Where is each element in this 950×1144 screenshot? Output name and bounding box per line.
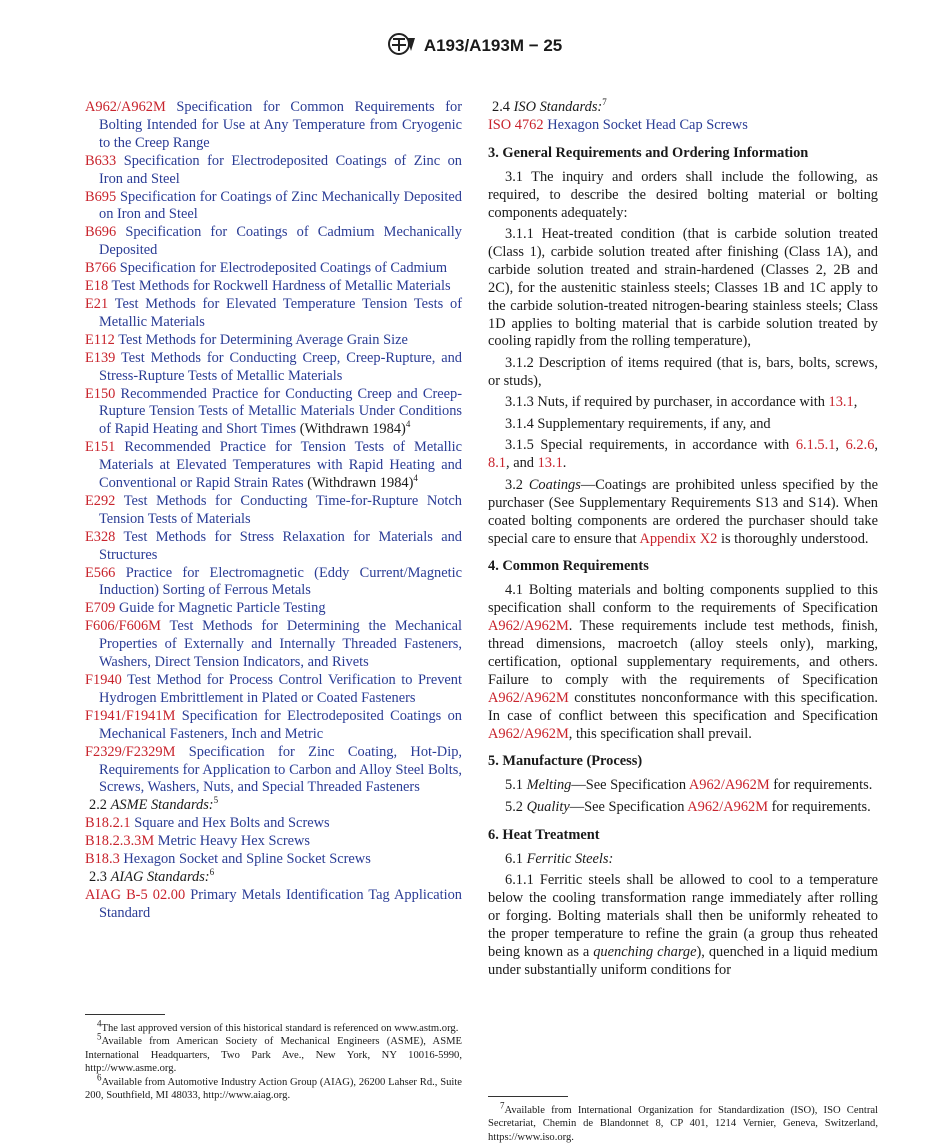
- text-run: 3.1 The inquiry and orders shall include the following, as required, to describe the desired bolting material or bolting components adequately:: [488, 168, 878, 221]
- paragraph: [488, 799, 878, 817]
- footnote-text: Available from Automotive Industry Action Group (AIAG), 26200 Lahser Rd., Suite 200, Southfield, MI 48033, http://www.aiag.org.: [85, 1076, 462, 1102]
- cross-reference-link[interactable]: 6.1.5.1: [795, 437, 836, 454]
- reference-item: [85, 260, 462, 278]
- text-run: —Coatings are prohibited unless specified by the purchaser (See Supplementary Requirements S13 and S14). When coated bolting components are ordered the purchaser should take special care to ensure that: [488, 476, 878, 547]
- reference-code-link[interactable]: F2329/F2329M: [85, 743, 176, 760]
- footnote-marker[interactable]: 5: [213, 795, 219, 806]
- reference-item: [85, 565, 462, 601]
- reference-item: [85, 529, 462, 565]
- section-number: 2.2: [89, 797, 107, 814]
- reference-code-link[interactable]: E150: [85, 385, 116, 402]
- reference-item: [85, 386, 462, 440]
- footnote: [85, 1072, 462, 1103]
- reference-code-link[interactable]: B696: [85, 224, 117, 241]
- reference-code-link[interactable]: AIAG B-5 02.00: [85, 886, 186, 903]
- text-run: 3.1.2 Description of items required (that is, bars, bolts, screws, or studs),: [488, 354, 878, 389]
- section-number: 2.4: [492, 99, 510, 115]
- reference-code-link[interactable]: B18.2.3.3M: [85, 833, 155, 850]
- reference-title-link[interactable]: Specification for Electrodeposited Coatings of Cadmium: [119, 260, 448, 277]
- footnote-number: 5: [97, 1031, 102, 1042]
- text-run: 6.1: [505, 850, 527, 867]
- section-label: ASME Standards:: [110, 797, 214, 814]
- withdrawn-note: (Withdrawn 1984): [307, 475, 414, 492]
- reference-title-link[interactable]: Specification for Zinc Coating, Hot-Dip, Requirements for Application to Carbon and Alloy Steel Bolts, Screws, Washers, Nuts, and Special Threaded Fasteners: [99, 743, 462, 796]
- paragraph: [488, 582, 878, 743]
- reference-title-link[interactable]: Metric Heavy Hex Screws: [157, 833, 311, 850]
- reference-title-link[interactable]: Test Methods for Determining Average Grain Size: [118, 331, 408, 348]
- footnote-number: 6: [97, 1072, 102, 1083]
- text-run: 4.1 Bolting materials and bolting components supplied to this specification shall conform to the requirements of Specification: [488, 582, 878, 617]
- reference-code-link[interactable]: E21: [85, 295, 109, 312]
- text-run: for requirements.: [769, 777, 873, 794]
- cross-reference-link[interactable]: A962/A962M: [488, 689, 569, 706]
- reference-title-link[interactable]: Specification for Electrodeposited Coatings on Mechanical Fasteners, Inch and Metric: [99, 707, 462, 742]
- section-heading: 5. Manufacture (Process): [488, 753, 643, 770]
- paragraph: [488, 394, 878, 412]
- reference-item: [85, 493, 462, 529]
- reference-title-link[interactable]: Test Methods for Elevated Temperature Tension Tests of Metallic Materials: [99, 295, 462, 330]
- section-number: 2.3: [89, 868, 107, 885]
- reference-item: [85, 332, 462, 350]
- cross-reference-link[interactable]: 13.1: [537, 455, 563, 472]
- text-run: 3.1.5 Special requirements, in accordance with: [505, 437, 796, 454]
- document-designation: A193/A193M − 25: [423, 36, 563, 55]
- paragraph: [488, 226, 878, 351]
- paragraph: [488, 851, 878, 869]
- subsection-heading: [488, 99, 878, 117]
- reference-code-link[interactable]: F1940: [85, 672, 122, 688]
- reference-item: [85, 99, 462, 153]
- reference-title-link[interactable]: Guide for Magnetic Particle Testing: [119, 600, 326, 617]
- reference-item: [85, 708, 462, 744]
- cross-reference-link[interactable]: A962/A962M: [688, 777, 770, 794]
- text-run: ,: [835, 437, 846, 454]
- reference-code-link[interactable]: E18: [85, 278, 109, 295]
- section-heading: 6. Heat Treatment: [488, 826, 600, 843]
- italic-text: Melting: [526, 777, 572, 794]
- reference-item: [85, 189, 462, 225]
- reference-code-link[interactable]: E112: [85, 331, 115, 348]
- cross-reference-link[interactable]: A962/A962M: [687, 798, 769, 815]
- reference-title-link[interactable]: Test Methods for Rockwell Hardness of Metallic Materials: [111, 278, 451, 295]
- reference-code-link[interactable]: ISO 4762: [488, 116, 544, 133]
- italic-text: Quality: [526, 798, 570, 815]
- paragraph: [488, 777, 878, 795]
- reference-title-link[interactable]: Hexagon Socket and Spline Socket Screws: [123, 851, 371, 868]
- text-run: 3.1.1 Heat-treated condition (that is carbide solution treated (Class 1), carbide solution treated after finishing (Class 1A), and carbide solution treated and strain-hardened (Classes 2, 2B and 2C), for the austenitic stainless steels; Classes 1B and 1C apply to the carbide solution-treated nitrogen-bearing stainless steels; Class 1D applies to bolting material that is carbide solution treated by cooling rapidly from the rolling temperature),: [488, 226, 878, 350]
- cross-reference-link[interactable]: 8.1: [488, 455, 506, 472]
- text-run: ,: [874, 437, 878, 454]
- footnote-divider: [488, 1096, 568, 1097]
- reference-code-link[interactable]: A962/A962M: [85, 99, 166, 115]
- cross-reference-link[interactable]: 13.1: [828, 394, 854, 411]
- text-run: —See Specification: [571, 777, 689, 794]
- footnote-text: Available from American Society of Mechanical Engineers (ASME), ASME International Headquarters, Two Park Ave., New York, NY 10016-5990, http://www.asme.org.: [85, 1036, 462, 1075]
- reference-title-link[interactable]: Specification for Coatings of Zinc Mechanically Deposited on Iron and Steel: [99, 188, 462, 223]
- text-run: 3.1.3 Nuts, if required by purchaser, in accordance with: [505, 394, 829, 411]
- text-run: constitutes nonconformance with this specification. In case of conflict between this specification and Specification: [488, 689, 878, 724]
- reference-title-link[interactable]: Test Methods for Determining the Mechanical Properties of Externally and Internally Threaded Fasteners, Washers, Direct Tension Indicators, and Rivets: [99, 618, 462, 671]
- reference-item: [85, 672, 462, 708]
- reference-code-link[interactable]: E139: [85, 349, 116, 366]
- text-run: ,: [853, 394, 858, 411]
- paragraph: [488, 169, 878, 223]
- reference-code-link[interactable]: F606/F606M: [85, 618, 161, 635]
- reference-code-link[interactable]: E328: [85, 528, 116, 545]
- paragraph: [488, 416, 878, 434]
- section-label: AIAG Standards:: [110, 868, 210, 885]
- reference-item: [85, 439, 462, 493]
- astm-logo-icon: [388, 33, 416, 55]
- italic-text: quenching charge: [593, 943, 697, 960]
- text-run: .: [562, 455, 567, 472]
- footnote-text: Available from International Organization for Standardization (ISO), ISO Central Secretariat, Chemin de Blandonnet 8, CP 401, 1214 Vernier, Geneva, Switzerland, https://www.iso.org.: [488, 1105, 878, 1143]
- cross-reference-link[interactable]: 6.2.6: [845, 437, 875, 454]
- page-header: [0, 33, 950, 56]
- reference-code-link[interactable]: E709: [85, 600, 116, 617]
- withdrawn-note: (Withdrawn 1984): [299, 421, 406, 438]
- reference-title-link[interactable]: Test Method for Process Control Verification to Prevent Hydrogen Embrittlement in Plated or Coated Fasteners: [99, 672, 462, 706]
- reference-item: [85, 744, 462, 798]
- reference-item: [85, 618, 462, 672]
- text-run: . These requirements include test methods, finish, thread dimensions, macroetch (alloy steels only), marking, certification, optional supplementary requirements, and others. Failure to comply with the requirements of Specification: [488, 618, 878, 688]
- footnote-marker[interactable]: 4: [413, 473, 418, 484]
- reference-title-link[interactable]: Test Methods for Stress Relaxation for Materials and Structures: [99, 528, 462, 563]
- reference-item: [85, 278, 462, 296]
- reference-title-link[interactable]: Practice for Electromagnetic (Eddy Current/Magnetic Induction) Sorting of Ferrous Metals: [99, 564, 462, 599]
- reference-code-link[interactable]: B695: [85, 188, 117, 205]
- reference-item: [85, 153, 462, 189]
- right-column: [488, 99, 878, 983]
- paragraph: [488, 355, 878, 391]
- footnote: [488, 1100, 878, 1144]
- reference-item: [85, 350, 462, 386]
- text-run: 6.1.1 Ferritic steels shall be allowed to cool to a temperature below the cooling transformation range immediately after rolling or forging. Bolting materials shall then be uniformly reheated to the proper temperature to refine the grain (a group thus reheated being known as a: [488, 872, 878, 960]
- reference-title-link[interactable]: Recommended Practice for Tension Tests of Metallic Materials at Elevated Temperatures with Rapid Heating and Conventional or Rapid Strain Rates: [99, 439, 462, 492]
- left-footnotes: [85, 1018, 462, 1102]
- reference-item: [85, 224, 462, 260]
- reference-item: [488, 117, 878, 135]
- text-run: 5.1: [505, 777, 527, 794]
- subsection-heading: [85, 797, 462, 815]
- footnote-number: 4: [97, 1018, 102, 1029]
- reference-title-link[interactable]: Hexagon Socket Head Cap Screws: [547, 116, 748, 133]
- reference-item: [85, 851, 462, 869]
- section-label: ISO Standards:: [513, 99, 603, 115]
- reference-title-link[interactable]: Specification for Coatings of Cadmium Mechanically Deposited: [99, 224, 462, 259]
- reference-title-link[interactable]: Test Methods for Conducting Time-for-Rupture Notch Tension Tests of Materials: [99, 492, 462, 527]
- text-run: —See Specification: [569, 798, 688, 815]
- reference-code-link[interactable]: E566: [85, 564, 116, 581]
- footnote: [85, 1031, 462, 1075]
- paragraph: [488, 872, 878, 979]
- footnote-number: 7: [500, 1100, 505, 1111]
- cross-reference-link[interactable]: Appendix X2: [639, 530, 718, 547]
- italic-text: Coatings: [528, 476, 581, 493]
- right-footnotes: [488, 1100, 878, 1144]
- reference-title-link[interactable]: Square and Hex Bolts and Screws: [134, 815, 330, 832]
- reference-code-link[interactable]: B18.3: [85, 851, 120, 868]
- text-run: 3.2: [505, 476, 529, 493]
- subsection-heading: [85, 869, 462, 887]
- text-run: , and: [506, 455, 538, 472]
- reference-code-link[interactable]: B18.2.1: [85, 815, 131, 832]
- reference-code-link[interactable]: B766: [85, 260, 117, 277]
- footnote-text: The last approved version of this historical standard is referenced on www.astm.org.: [101, 1023, 459, 1034]
- cross-reference-link[interactable]: A962/A962M: [488, 618, 569, 635]
- reference-item: [85, 600, 462, 618]
- reference-code-link[interactable]: E151: [85, 439, 116, 456]
- reference-title-link[interactable]: Test Methods for Conducting Creep, Creep-Rupture, and Stress-Rupture Tests of Metallic Materials: [99, 349, 462, 384]
- reference-code-link[interactable]: B633: [85, 152, 117, 169]
- cross-reference-link[interactable]: A962/A962M: [488, 725, 569, 742]
- reference-title-link[interactable]: Primary Metals Identification Tag Application Standard: [99, 886, 462, 921]
- reference-code-link[interactable]: E292: [85, 492, 116, 509]
- reference-title-link[interactable]: Specification for Electrodeposited Coatings of Zinc on Iron and Steel: [99, 152, 462, 187]
- footnote-marker[interactable]: 4: [405, 419, 411, 430]
- paragraph: [488, 477, 878, 549]
- text-run: for requirements.: [768, 798, 871, 815]
- reference-item: [85, 815, 462, 833]
- text-run: ), quenched in a liquid medium under substantially uniform conditions for: [488, 943, 878, 978]
- reference-code-link[interactable]: F1941/F1941M: [85, 707, 176, 724]
- text-run: 5.2: [505, 798, 527, 815]
- italic-text: Ferritic Steels:: [526, 850, 614, 867]
- footnote-divider: [85, 1014, 165, 1015]
- text-run: is thoroughly understood.: [717, 530, 869, 547]
- section-heading: 3. General Requirements and Ordering Information: [488, 144, 809, 161]
- reference-item: [85, 833, 462, 851]
- text-run: , this specification shall prevail.: [568, 725, 752, 742]
- reference-item: [85, 887, 462, 923]
- section-heading: 4. Common Requirements: [488, 558, 649, 575]
- left-column: [85, 99, 462, 923]
- footnote-marker[interactable]: 7: [602, 97, 607, 108]
- reference-title-link[interactable]: Recommended Practice for Conducting Creep and Creep-Rupture Tension Tests of Metallic Materials Under Conditions of Rapid Heating and Short Times: [99, 385, 462, 438]
- footnote-marker[interactable]: 6: [209, 867, 215, 878]
- text-run: 3.1.4 Supplementary requirements, if any, and: [505, 415, 771, 432]
- reference-item: [85, 296, 462, 332]
- reference-title-link[interactable]: Specification for Common Requirements for Bolting Intended for Use at Any Temperature from Cryogenic to the Creep Range: [99, 99, 462, 151]
- paragraph: [488, 437, 878, 473]
- footnote: [85, 1018, 462, 1035]
